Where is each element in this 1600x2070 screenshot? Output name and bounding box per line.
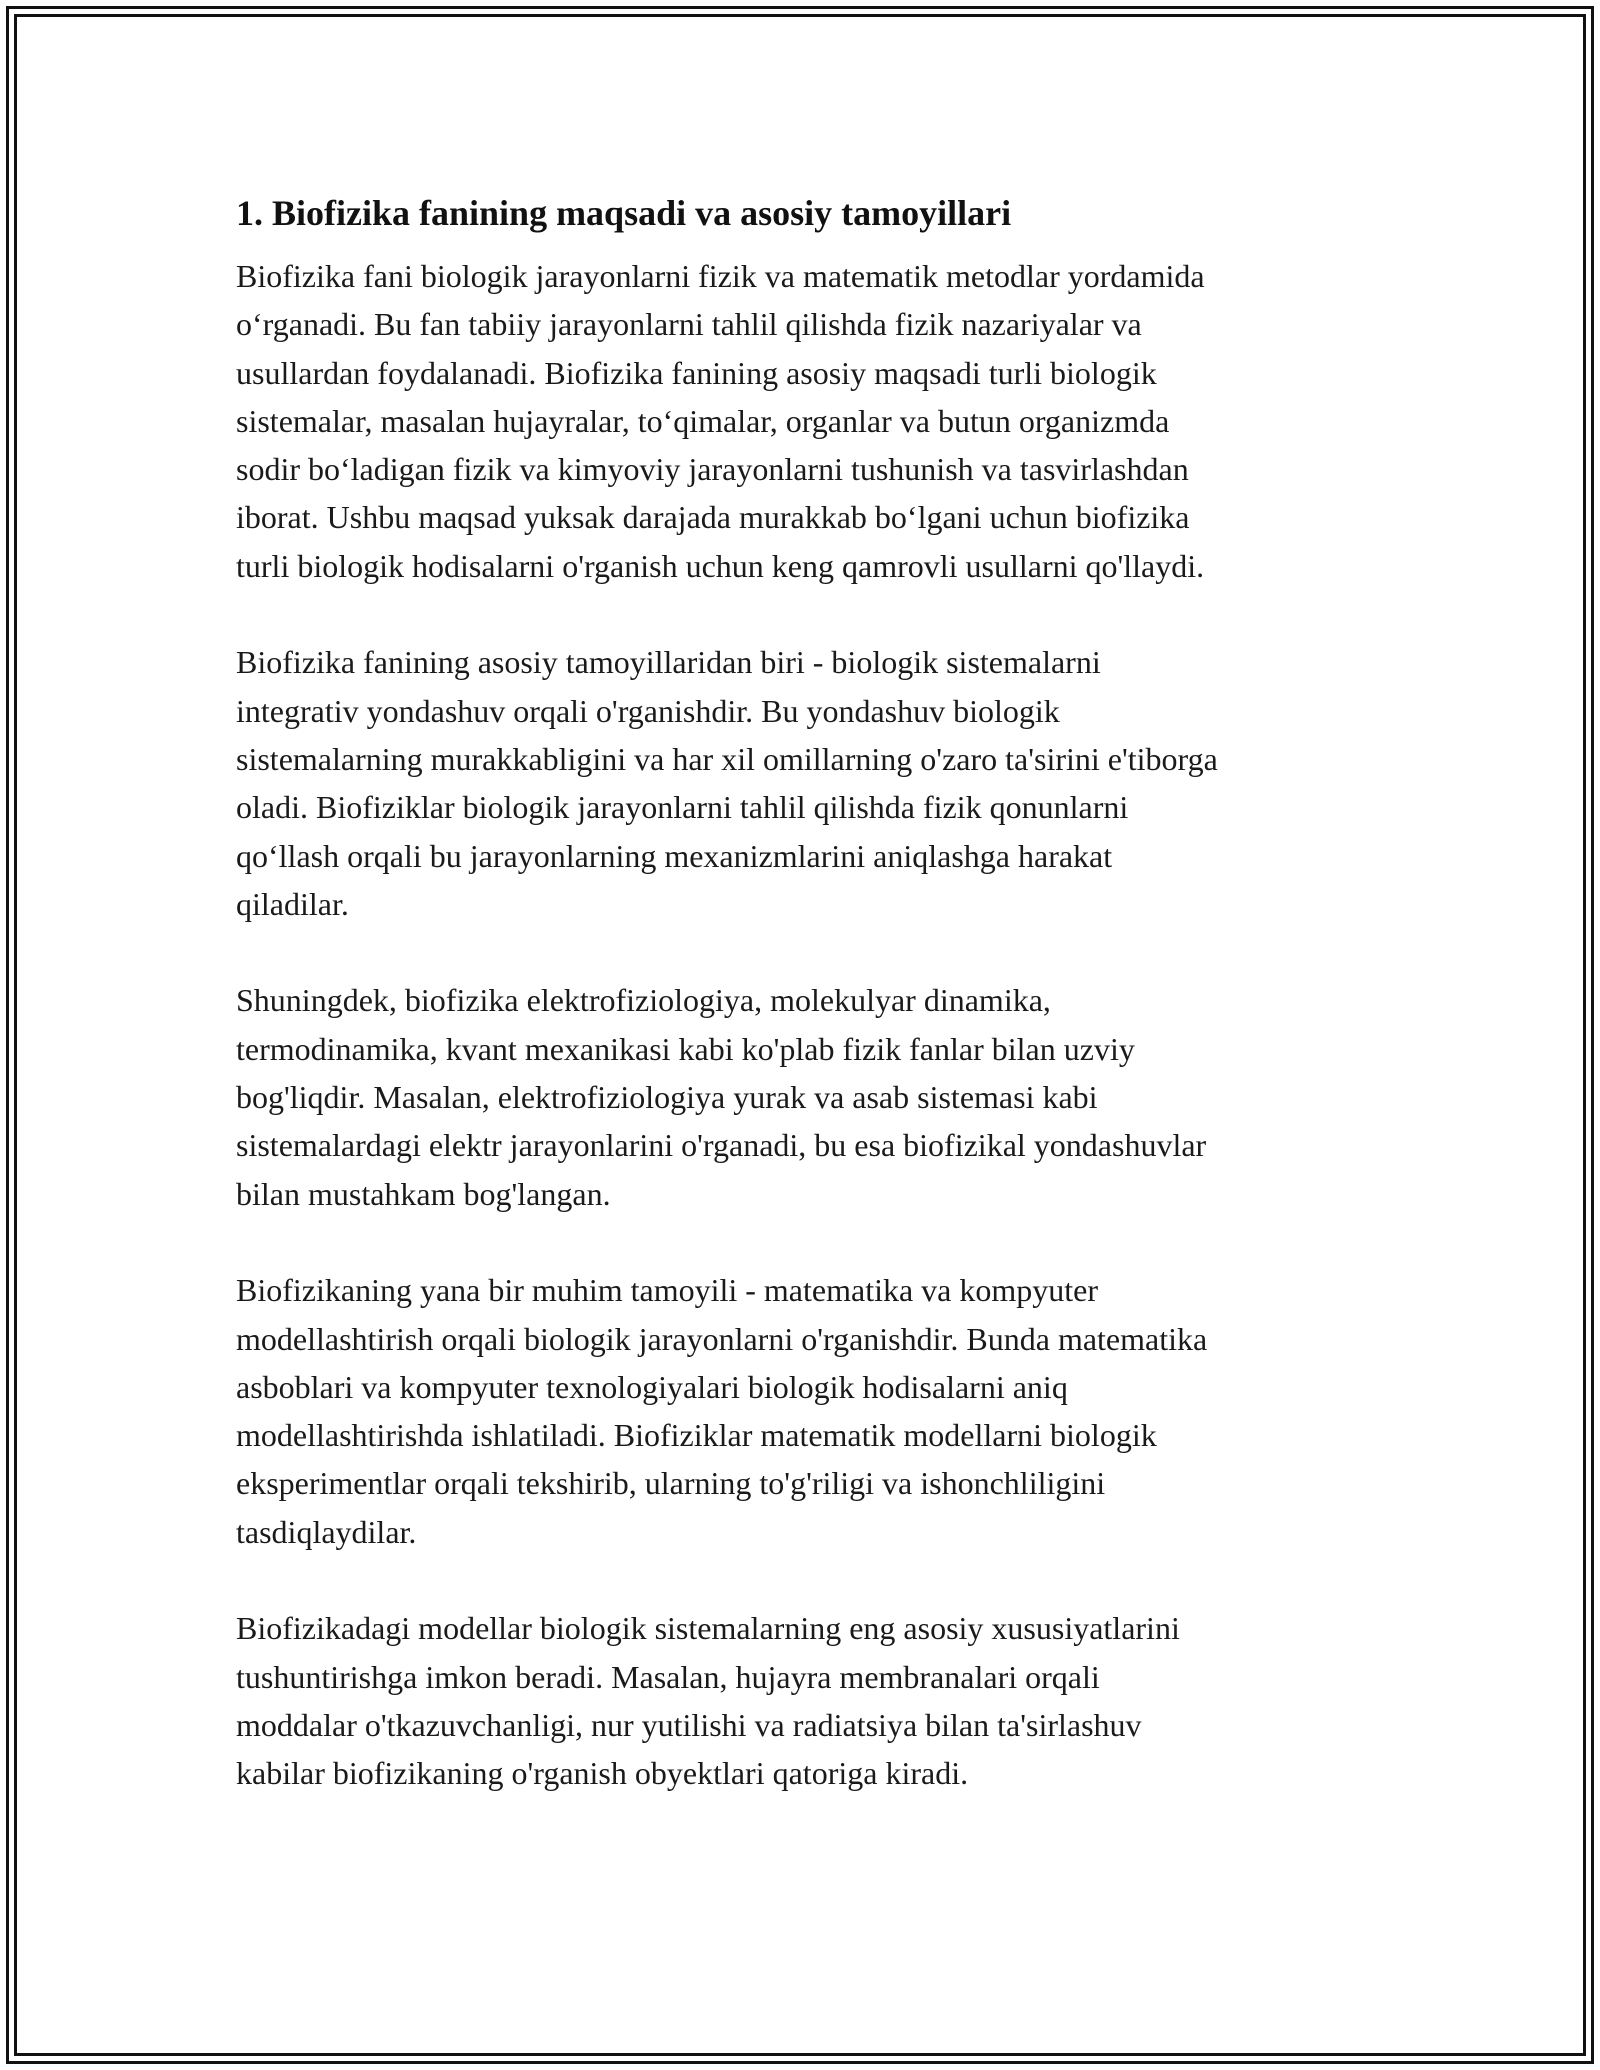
paragraph-2: Biofizika fanining asosiy tamoyillaridan biri - biologik sistemalarni integrativ yondashuv orqali o'rganishdir. Bu yondashuv biologik sistemalarning murakkabligini va har xil omillarning o'zaro ta'sirini e'tiborga oladi. Biofiziklar biologik jarayonlarni tahlil qilishda fizik qonunlarni qo‘llash orqali bu jarayonlarning mexanizmlarini aniqlashga harakat qiladilar. <box>236 644 1218 922</box>
paragraph-1: Biofizika fani biologik jarayonlarni fizik va matematik metodlar yordamida o‘rganadi. Bu fan tabiiy jarayonlarni tahlil qilishda fizik nazariyalar va usullardan foydalanadi. Biofizika fanining asosiy maqsadi turli biologik sistemalar, masalan hujayralar, to‘qimalar, organlar va butun organizmda sodir bo‘ladigan fizik va kimyoviy jarayonlarni tushunish va tasvirlashdan iborat. Ushbu maqsad yuksak darajada murakkab bo‘lgani uchun biofizika turli biologik hodisalarni o'rganish uchun keng qamrovli usullarni qo'llaydi. <box>236 258 1205 584</box>
paragraph-5: Biofizikadagi modellar biologik sistemalarning eng asosiy xususiyatlarini tushuntirishga imkon beradi. Masalan, hujayra membranalari orqali moddalar o'tkazuvchanligi, nur yutilishi va radiatsiya bilan ta'sirlashuv kabilar biofizikaning o'rganish obyektlari qatoriga kiradi. <box>236 1610 1180 1792</box>
document-body <box>236 188 1376 1846</box>
paragraph-3: Shuningdek, biofizika elektrofiziologiya, molekulyar dinamika, termodinamika, kvant mexanikasi kabi ko'plab fizik fanlar bilan uzviy bog'liqdir. Masalan, elektrofiziologiya yurak va asab sistemasi kabi sistemalardagi elektr jarayonlarini o'rganadi, bu esa biofizikal yondashuvlar bilan mustahkam bog'langan. <box>236 982 1207 1212</box>
paragraph-4: Biofizikaning yana bir muhim tamoyili - matematika va kompyuter modellashtirish orqali biologik jarayonlarni o'rganishdir. Bunda matematika asboblari va kompyuter texnologiyalari biologik hodisalarni aniq modellashtirishda ishlatiladi. Biofiziklar matematik modellarni biologik eksperimentlar orqali tekshirib, ularning to'g'riligi va ishonchliligini tasdiqlaydilar. <box>236 1272 1208 1550</box>
section-heading: 1. Biofizika fanining maqsadi va asosiy tamoyillari <box>236 193 1012 233</box>
